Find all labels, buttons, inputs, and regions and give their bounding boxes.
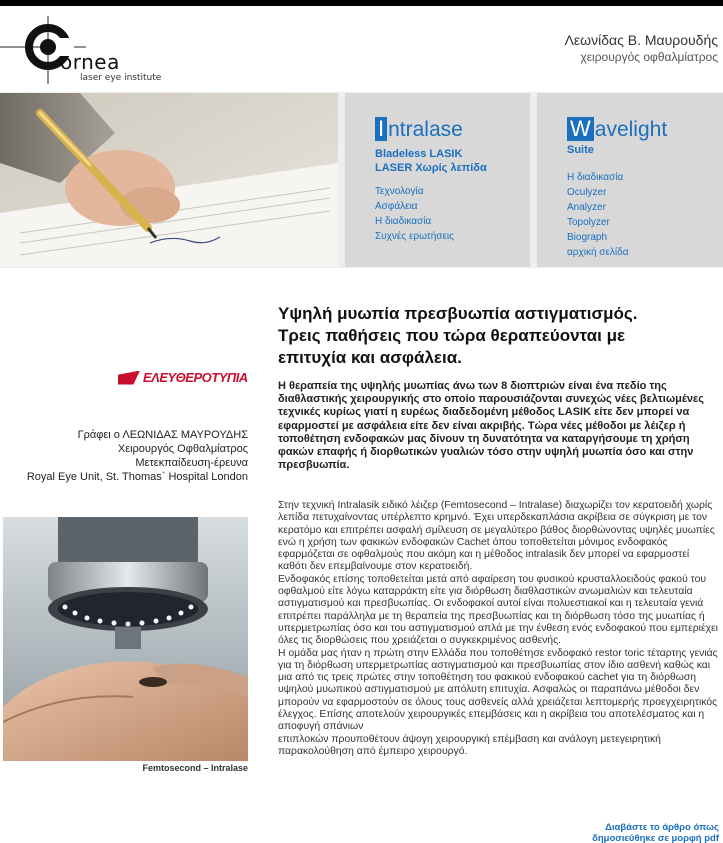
wavelight-subtitle: Suite [567, 144, 594, 156]
doctor-info [565, 32, 718, 64]
article-paragraph: Στην τεχνική Intralasik ειδικό λέιζερ (Femtosecond – Intralase) διαχωρίζει τον κερατοειδή χωρίς λεπίδα πετυχαίνοντας υπέρλεπτο κρημνό. Έχει υπερδεκαπλάσια ακρίβεια σε σύγκριση με τον κερατόμο και επιτρέπει ασφαλή σμίλευση σε μεγαλύτερο βάθος διορθώνοντας υψηλές μυωπίες ενώ η χρήση των φακικών ενδοφακών Cachet όπου τοποθετείται μόνιμος ενδοφακός εφαρμόζεται σε οφθαλμούς που ακόμη και η μέθοδος intralasik δεν μπορεί να εφαρμοστεί καθότι δεν επεμβαίνουμε στον κερατοειδή. [278, 500, 715, 573]
newspaper-mark-icon [118, 371, 140, 385]
pdf-link-line-2: δημοσιεύθηκε σε μορφή pdf [592, 833, 719, 843]
author-credit [0, 428, 248, 484]
intralase-initial: I [375, 117, 387, 141]
wavelight-link-biograph[interactable]: Biograph [567, 232, 608, 243]
wavelight-panel [537, 93, 723, 267]
doctor-name: Λεωνίδας Β. Μαυρουδής [564, 32, 718, 48]
top-bar [0, 0, 723, 6]
wavelight-link-procedure[interactable]: Η διαδικασία [567, 172, 624, 183]
wavelight-link-topolyzer[interactable]: Topolyzer [567, 217, 610, 228]
article-paragraph: επιπλοκών προυποθέτουν άψογη χειρουργική επέμβαση και ανάλογη μετεγειρητική παρακολούθηση από έμπειρο χειρουργό. [278, 733, 661, 757]
intralase-panel [345, 93, 530, 267]
femtosecond-laser-photo [3, 517, 248, 761]
photo-caption: Femtosecond – Intralase [142, 763, 248, 773]
intralase-link-safety[interactable]: Ασφάλεια [375, 201, 418, 212]
intralase-link-faq[interactable]: Συχνές ερωτήσεις [375, 231, 454, 242]
article-lead: Η θεραπεία της υψηλής μυωπίας άνω των 8 διοπτριών είναι ένα πεδίο της διαθλαστικής χειρουργικής στο οποίο παρουσιάζονται συνεχώς νέες βελτιωμένες τεχνικές κυρίως γιατί η ευρέως διαδεδομένη μέθοδος LASIK είτε δεν μπορεί να εφαρμοστεί με ασφάλεια είτε δεν είναι ακριβής. Τώρα νέες μέθοδοι με λέιζερ ή τοποθέτηση ενδοφακών μας δίνουν τη δυνατότητα να καταργήσουμε τη χρήση φακών επαφής ή διορθωτικών γυαλιών τόσο στην υψηλή μυωπία όσο και στην πρεσβυωπία. [278, 380, 704, 472]
wavelight-initial: W [567, 117, 594, 141]
article-paragraph: Ενδοφακός επίσης τοποθετείται μετά από αφαίρεση του φυσικού κρυσταλλοειδούς φακού του οφθαλμού είτε λόγω καταρράκτη είτε για διόρθωση διαθλαστικών ανωμαλιών και τελευταία αστιγματισμού και πρεσβυωπίας. Οι ενδοφακοί αυτοί είναι πολυεστιακοί και η τελευταία γενιά επιτρέπει παράλληλα με τη θεραπεία της πρεσβυωπίας και τη διόρθωση τόσο της μυωπίας ή υπερμετρωπίας όσο και του αστιγματισμού απλά με την ένθεση ενός ενδοφακού που εμπεριέχει όλες τις διορθώσεις που χρειάζεται ο συγκεκριμένος ασθενής. [278, 573, 718, 647]
intralase-links [375, 184, 530, 244]
cornea-logo[interactable] [0, 16, 200, 84]
intralase-title: ntralase [388, 118, 463, 141]
headline-line: επιτυχία και ασφάλεια. [278, 348, 462, 367]
newspaper-name: ΕΛΕΥΘΕΡΟΤΥΠΙΑ [143, 370, 248, 385]
wavelight-brand[interactable] [567, 117, 723, 142]
intralase-subtitle-1: Bladeless LASIK [375, 148, 463, 160]
headline-line: Τρεις παθήσεις που τώρα θεραπεύονται με [278, 326, 626, 345]
signing-document-photo [0, 93, 338, 267]
doctor-title: χειρουργός οφθαλμίατρος [580, 50, 718, 64]
newspaper-logo [118, 370, 248, 385]
intralase-subtitle-2: LASER Χωρίς λεπίδα [375, 162, 487, 174]
headline-line: Υψηλή μυωπία πρεσβυωπία αστιγματισμός. [278, 304, 638, 323]
intralase-link-technology[interactable]: Τεχνολογία [375, 186, 424, 197]
article-paragraph: Η ομάδα μας ήταν η πρώτη στην Ελλάδα που τοποθέτησε ενδοφακό restor toric τέταρτης γενιάς για τη διόρθωση υπερμετρωπίας αστιγματισμού και πρεσβυωπίας στον ίδιο ασθενή καθώς και μια από τις τρεις πρώτες στην τοποθέτηση του φακικού ενδοφακού cachet για τη διόρθωση υψηλού μυωπικού αστιγματισμού με απόλυτη επιτυχία. Ασφαλώς οι παραπάνω μέθοδοι δεν μπορούν να εφαρμοστούν σε όλους τους ασθενείς αλλά χρειάζεται λεπτομερής προεγχειρητικός έλεγχος. Επίσης αποτελούν χειρουργικές επεμβάσεις και η ακρίβεια του αποτελέσματος και η αποφυγή σπάνιων [278, 647, 718, 733]
intralase-link-procedure[interactable]: Η διαδικασία [375, 216, 432, 227]
wavelight-link-analyzer[interactable]: Analyzer [567, 202, 606, 213]
wavelight-title: avelight [594, 118, 668, 141]
wavelight-link-oculyzer[interactable]: Oculyzer [567, 187, 607, 198]
author-line: Χειρουργός Οφθαλμίατρος [117, 443, 248, 455]
logo-wordmark: ornea [60, 50, 120, 74]
intralase-brand[interactable] [375, 117, 530, 142]
read-pdf-link[interactable] [592, 822, 719, 843]
author-line: Μετεκπαίδευση-έρευνα [135, 457, 248, 469]
article-body [278, 500, 718, 758]
logo-tagline: laser eye institute [80, 73, 162, 83]
article-headline [278, 303, 718, 369]
author-line: Γράφει ο ΛΕΩΝΙΔΑΣ ΜΑΥΡΟΥΔΗΣ [77, 429, 248, 441]
wavelight-link-home[interactable]: αρχική σελίδα [567, 247, 629, 258]
author-line: Royal Eye Unit, St. Thomas` Hospital London [26, 471, 248, 483]
pdf-link-line-1: Διαβάστε το άρθρο όπως [605, 822, 719, 833]
wavelight-links [567, 170, 723, 260]
